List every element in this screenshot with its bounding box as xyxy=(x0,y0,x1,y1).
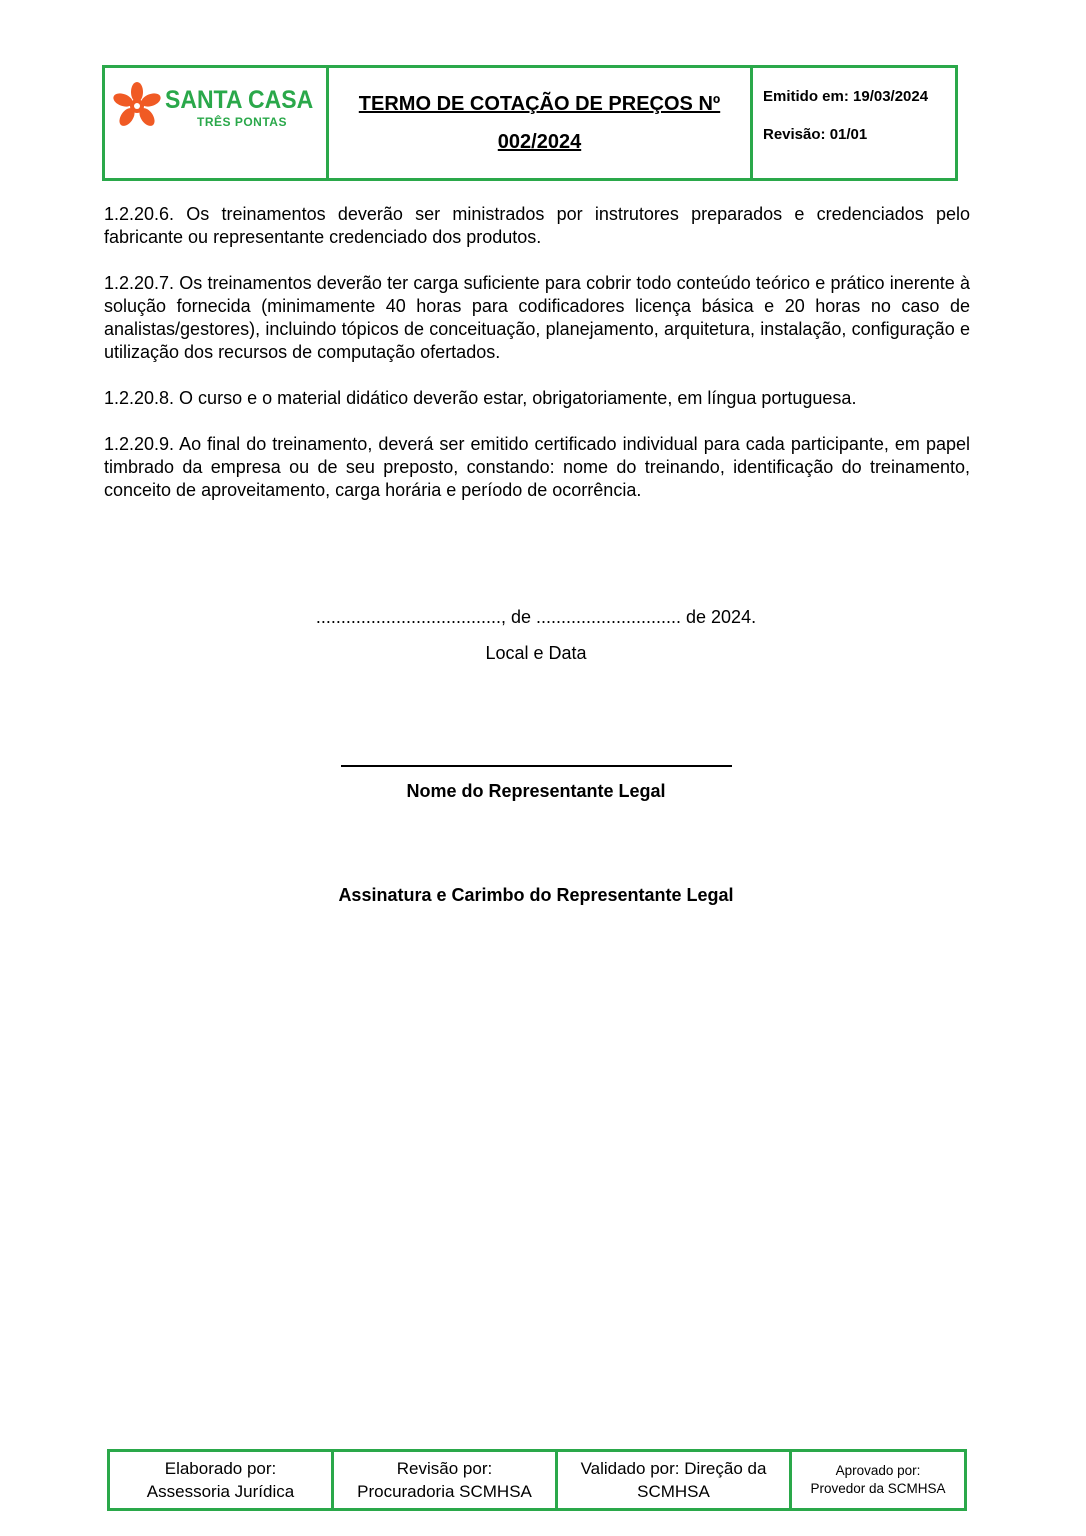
document-header xyxy=(102,65,958,181)
title-cell xyxy=(329,68,753,178)
document-body xyxy=(104,203,970,525)
logo-title: SANTA CASA xyxy=(165,86,314,114)
flower-logo-icon xyxy=(111,82,163,128)
signature-rule xyxy=(341,765,732,767)
date-place-label: Local e Data xyxy=(485,643,587,663)
document-title xyxy=(359,85,720,161)
footer-elaborado-value: Assessoria Jurídica xyxy=(146,1482,295,1501)
santa-casa-logo xyxy=(111,82,315,132)
footer-aprovado-value: Provedor da SCMHSA xyxy=(810,1481,946,1496)
document-number: 002/2024 xyxy=(497,131,582,153)
revision-number: Revisão: 01/01 xyxy=(763,126,868,143)
paragraph-1-2-20-7: 1.2.20.7. Os treinamentos deverão ter carga suficiente para cobrir todo conteúdo teórico e prático inerente à solução fornecida (minimamente 40 horas para codificadores licença básica e 20 horas no caso de analistas/gestores), incluindo tópicos de conceituação, planejamento, arquitetura, instalação, configuração e utilização dos recursos de computação ofertados. xyxy=(104,273,970,362)
meta-cell xyxy=(753,68,955,178)
document-footer xyxy=(107,1449,967,1511)
representative-name-label: Nome do Representante Legal xyxy=(406,781,666,801)
footer-validado-label: Validado por: Direção da xyxy=(580,1459,767,1478)
footer-validado-value: SCMHSA xyxy=(637,1482,710,1501)
logo-subtitle: TRÊS PONTAS xyxy=(197,115,287,129)
document-title-line1: TERMO DE COTAÇÃO DE PREÇOS Nº xyxy=(358,93,721,115)
footer-validado xyxy=(558,1452,792,1508)
footer-revisao-label: Revisão por: xyxy=(396,1459,493,1478)
paragraph-1-2-20-9: 1.2.20.9. Ao final do treinamento, deverá ser emitido certificado individual para cada participante, em papel timbrado da empresa ou de seu preposto, constando: nome do treinando, identificação do treinamento, conceito de aproveitamento, carga horária e período de ocorrência. xyxy=(104,434,970,500)
paragraph-1-2-20-8: 1.2.20.8. O curso e o material didático deverão estar, obrigatoriamente, em língua portuguesa. xyxy=(104,388,857,408)
date-place-line: ....................................., de ............................. de 2024. xyxy=(315,607,757,627)
issued-date: Emitido em: 19/03/2024 xyxy=(763,88,929,105)
footer-revisao-value: Procuradoria SCMHSA xyxy=(357,1482,532,1501)
footer-elaborado-label: Elaborado por: xyxy=(164,1459,277,1478)
footer-elaborado xyxy=(110,1452,334,1508)
signature-stamp-label: Assinatura e Carimbo do Representante Legal xyxy=(338,885,734,905)
logo-cell xyxy=(105,68,329,178)
paragraph-1-2-20-6: 1.2.20.6. Os treinamentos deverão ser ministrados por instrutores preparados e credenciados pelo fabricante ou representante credenciado dos produtos. xyxy=(104,204,970,247)
footer-aprovado xyxy=(792,1452,964,1508)
footer-aprovado-label: Aprovado por: xyxy=(835,1463,921,1478)
footer-revisao xyxy=(334,1452,558,1508)
